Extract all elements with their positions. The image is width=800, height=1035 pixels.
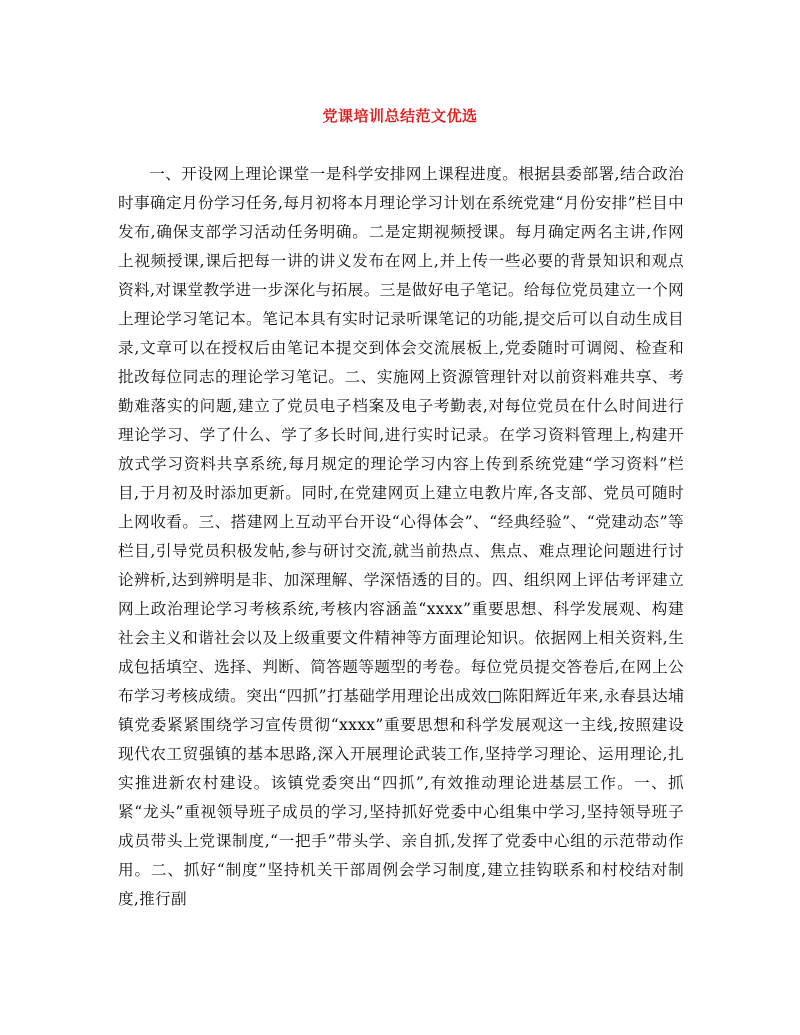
document-title: 党课培训总结范文优选 xyxy=(322,107,478,125)
document-body: 一、开设网上理论课堂一是科学安排网上课程进度。根据县委部署,结合政治时事确定月份学习任务,每月初将本月理论学习计划在系统党建“月份安排”栏目中发布,确保支部学习活动任务明确。二是定期视频授课。每月确定两名主讲,作网上视频授课,课后把每一讲的讲义发布在网上,并上传一些必要的背景知识和观点资料,对课堂教学进一步深化与拓展。三是做好电子笔记。给每位党员建立一个网上理论学习笔记本。笔记本具有实时记录听课笔记的功能,提交后可以自动生成目录,文章可以在授权后由笔记本提交到体会交流展板上,党委随时可调阅、检查和批改每位同志的理论学习笔记。二、实施网上资源管理针对以前资料难共享、考勤难落实的问题,建立了党员电子档案及电子考勤表,对每位党员在什么时间进行理论学习、学了什么、学了多长时间,进行实时记录。在学习资料管理上,构建开放式学习资料共享系统,每月规定的理论学习内容上传到系统党建“学习资料”栏目,于月初及时添加更新。同时,在党建网页上建立电教片库,各支部、党员可随时上网收看。三、搭建网上互动平台开设“心得体会”、“经典经验”、“党建动态”等栏目,引导党员积极发帖,参与研讨交流,就当前热点、焦点、难点理论问题进行讨论辨析,达到辨明是非、加深理解、学深悟透的目的。四、组织网上评估考评建立网上政治理论学习考核系统,考核内容涵盖“xxxx”重要思想、科学发展观、构建社会主义和谐社会以及上级重要文件精神等方面理论知识。依据网上相关资料,生成包括填空、选择、判断、简答题等题型的考卷。每位党员提交答卷后,在网上公布学习考核成绩。突出“四抓”打基础学用理论出成效□陈阳辉近年来,永春县达埔镇党委紧紧围绕学习宣传贯彻“xxxx”重要思想和科学发展观这一主线,按照建设现代农工贸强镇的基本思路,深入开展理论武装工作,坚持学习理论、运用理论,扎实推进新农村建设。该镇党委突出“四抓”,有效推动理论进基层工作。一、抓紧“龙头”重视领导班子成员的学习,坚持抓好党委中心组集中学习,坚持领导班子成员带头上党课制度,“一把手”带头学、亲自抓,发挥了党委中心组的示范带动作用。二、抓好“制度”坚持机关干部周例会学习制度,建立挂钩联系和村校结对制度,推行副 xyxy=(118,165,684,908)
